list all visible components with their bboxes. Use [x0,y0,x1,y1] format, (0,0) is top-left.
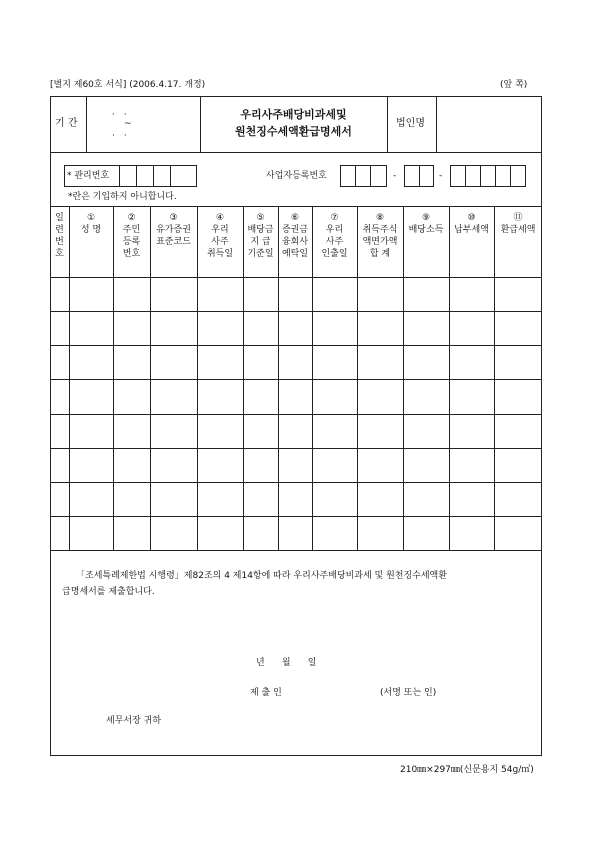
table-cell[interactable] [450,346,493,378]
period-tilde: ~ [124,119,132,129]
form-title-line1: 우리사주배당비과세및 [240,108,347,121]
table-cell[interactable] [495,278,541,310]
biz-reg-box-9[interactable] [495,165,511,187]
column-header: ⑨ 배당소득 [408,213,444,235]
table-cell[interactable] [358,415,402,447]
table-cell[interactable] [151,449,196,481]
table-cell[interactable] [358,278,402,310]
table-bottom-border [50,550,542,551]
table-cell[interactable] [313,415,356,447]
table-top-border [50,206,542,207]
corp-name-field[interactable] [440,100,538,148]
table-cell[interactable] [198,380,242,412]
table-cell[interactable] [450,449,493,481]
biz-reg-box-7[interactable] [465,165,481,187]
corp-name-label: 법인명 [396,118,425,129]
table-cell[interactable] [313,449,356,481]
table-cell[interactable] [151,517,196,549]
column-header: 일 련 번 호 [55,213,64,259]
corp-divider [436,96,437,152]
table-cell[interactable] [404,517,448,549]
table-cell[interactable] [70,415,112,447]
mgmt-no-box-4[interactable] [170,165,197,187]
table-cell[interactable] [198,517,242,549]
table-cell[interactable] [358,517,402,549]
biz-reg-dash-1: - [393,171,397,181]
table-cell[interactable] [51,278,68,310]
table-cell[interactable] [450,380,493,412]
header-divider [50,152,542,153]
table-cell[interactable] [114,380,149,412]
table-cell[interactable] [70,278,112,310]
table-cell[interactable] [450,415,493,447]
table-cell[interactable] [404,449,448,481]
table-cell[interactable] [404,346,448,378]
submit-date: 년 월 일 [256,658,317,668]
biz-reg-box-6[interactable] [450,165,466,187]
table-cell[interactable] [358,449,402,481]
table-cell[interactable] [279,415,311,447]
table-cell[interactable] [495,517,541,549]
table-cell[interactable] [198,346,242,378]
period-end-dots: · · [112,131,130,141]
table-cell[interactable] [114,346,149,378]
table-cell[interactable] [313,278,356,310]
table-cell[interactable] [358,312,402,344]
table-cell[interactable] [495,312,541,344]
mgmt-no-box-1[interactable] [119,165,137,187]
table-cell[interactable] [51,312,68,344]
side-label: (앞 쪽) [500,80,528,90]
form-title-line2: 원천징수세액환급명세서 [235,125,352,138]
table-cell[interactable] [450,278,493,310]
table-cell[interactable] [114,312,149,344]
biz-reg-box-10[interactable] [510,165,526,187]
table-cell[interactable] [51,415,68,447]
mgmt-no-box-2[interactable] [136,165,154,187]
table-cell[interactable] [70,517,112,549]
table-cell[interactable] [198,483,242,515]
biz-reg-box-5[interactable] [419,165,434,187]
table-cell[interactable] [279,312,311,344]
table-cell[interactable] [70,312,112,344]
period-start-dots: · · [112,110,130,120]
table-cell[interactable] [151,312,196,344]
table-cell[interactable] [279,346,311,378]
biz-reg-dash-2: - [439,171,443,181]
table-cell[interactable] [244,517,277,549]
table-cell[interactable] [313,517,356,549]
table-cell[interactable] [279,278,311,310]
submitter-label: 제 출 인 [250,688,282,698]
table-cell[interactable] [279,380,311,412]
table-cell[interactable] [313,380,356,412]
biz-reg-label: 사업자등록번호 [266,171,327,181]
table-cell[interactable] [198,312,242,344]
table-cell[interactable] [313,312,356,344]
column-header: ① 성 명 [80,213,102,235]
table-cell[interactable] [114,517,149,549]
table-cell[interactable] [404,483,448,515]
table-cell[interactable] [495,380,541,412]
table-cell[interactable] [450,312,493,344]
table-cell[interactable] [114,449,149,481]
paper-size-note: 210㎜×297㎜(신문용지 54g/㎡) [400,765,534,775]
recipient-label: 세무서장 귀하 [106,716,162,726]
table-cell[interactable] [114,278,149,310]
table-cell[interactable] [404,312,448,344]
note-text: *란은 기입하지 아니합니다. [68,192,177,202]
period-label: 기 간 [55,118,78,129]
annex-label: [별지 제60호 서식] (2006.4.17. 개정) [50,80,206,90]
column-header: ③ 유가증권 표준코드 [156,213,191,247]
table-cell[interactable] [244,449,277,481]
table-cell[interactable] [279,517,311,549]
table-cell[interactable] [70,380,112,412]
table-cell[interactable] [70,483,112,515]
table-cell[interactable] [244,415,277,447]
column-header: ⑩ 납부세액 [454,213,489,235]
table-cell[interactable] [198,449,242,481]
declaration-line1: 「조세특례제한법 시행령」제82조의 4 제14항에 따라 우리사주배당비과세 및 원천징수세액환 [76,571,447,581]
biz-reg-box-3[interactable] [370,165,387,187]
table-cell[interactable] [244,380,277,412]
mgmt-no-label: * 관리번호 [67,171,110,181]
table-cell[interactable] [198,278,242,310]
table-cell[interactable] [358,346,402,378]
table-cell[interactable] [244,312,277,344]
table-cell[interactable] [151,415,196,447]
table-cell[interactable] [151,346,196,378]
period-divider [86,96,87,152]
column-header: ⑦ 우리 사주 인출일 [321,213,348,259]
biz-reg-box-8[interactable] [480,165,496,187]
signature-label: (서명 또는 인) [380,688,437,698]
submitter-field[interactable] [300,690,374,700]
table-cell[interactable] [313,483,356,515]
table-cell[interactable] [279,483,311,515]
table-cell[interactable] [70,449,112,481]
table-cell[interactable] [114,415,149,447]
table-cell[interactable] [450,483,493,515]
table-cell[interactable] [313,346,356,378]
table-cell[interactable] [51,517,68,549]
table-cell[interactable] [244,278,277,310]
column-header: ⑥ 증권금 융회사 예탁일 [281,213,309,259]
column-header: ⑤ 배당금 지 급 기준일 [247,213,274,259]
table-cell[interactable] [198,415,242,447]
table-cell[interactable] [151,483,196,515]
table-cell[interactable] [495,449,541,481]
biz-reg-box-4[interactable] [404,165,420,187]
table-cell[interactable] [404,278,448,310]
table-cell[interactable] [404,415,448,447]
table-cell[interactable] [450,517,493,549]
column-header: ⑪ 환급세액 [500,213,536,235]
table-cell[interactable] [358,483,402,515]
table-cell[interactable] [244,483,277,515]
table-cell[interactable] [404,380,448,412]
biz-reg-box-1[interactable] [340,165,356,187]
mgmt-no-box-3[interactable] [153,165,171,187]
table-cell[interactable] [114,483,149,515]
table-cell[interactable] [51,346,68,378]
table-cell[interactable] [70,346,112,378]
table-cell[interactable] [51,449,68,481]
table-cell[interactable] [51,483,68,515]
table-cell[interactable] [495,415,541,447]
table-cell[interactable] [495,346,541,378]
table-cell[interactable] [358,380,402,412]
declaration-line2: 급명세서를 제출합니다. [62,587,155,597]
table-cell[interactable] [151,278,196,310]
table-cell[interactable] [495,483,541,515]
table-cell[interactable] [244,346,277,378]
column-header: ② 주민 등록 번호 [122,213,141,259]
table-cell[interactable] [279,449,311,481]
table-cell[interactable] [151,380,196,412]
column-header: ④ 우리 사주 취득일 [206,213,234,259]
table-cell[interactable] [51,380,68,412]
column-header: ⑧ 취득주식 액면가액 합 계 [362,213,398,259]
biz-reg-box-2[interactable] [355,165,371,187]
title-divider-right [387,96,388,152]
